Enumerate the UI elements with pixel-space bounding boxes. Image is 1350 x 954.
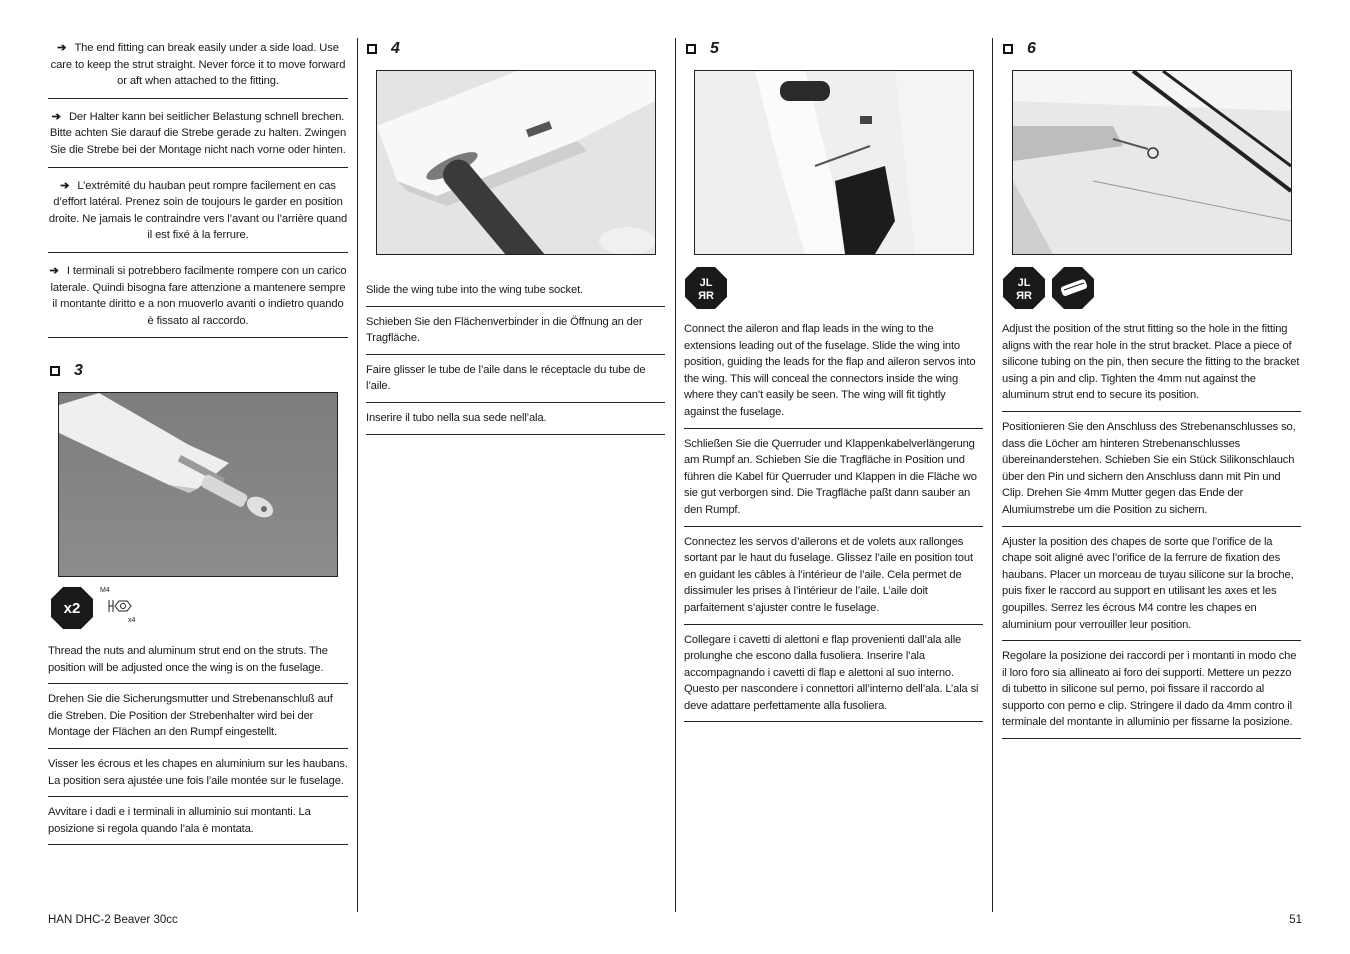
strut-illustration — [59, 393, 337, 576]
step-6-text — [1002, 321, 1301, 746]
arrow-icon: ➔ — [51, 110, 61, 123]
step-3-text — [48, 643, 348, 852]
wing-tube-illustration — [377, 71, 655, 254]
dual-rates-icon — [1002, 266, 1046, 315]
silicone-tubing-icon — [1051, 266, 1095, 315]
step-heading: 3 — [50, 362, 83, 380]
arrow-icon: ➔ — [57, 42, 67, 54]
svg-text:JL: JL — [1017, 277, 1031, 289]
warning-note: ➔ Der Halter kann bei seitlicher Belastung schnell brechen. Bitte achten Sie darauf die Strebe gerade zu halten. Zwingen Sie die Strebe bei der Montage nicht nach vorne oder hinten. — [48, 107, 348, 168]
instruction-de: Schieben Sie den Flächenverbinder in die Öffnung an der Tragfläche. — [366, 314, 665, 355]
instruction-en: Thread the nuts and aluminum strut end on the struts. The position will be adjusted once the wing is on the fuselage. — [48, 643, 348, 684]
checkbox-icon[interactable] — [1003, 44, 1013, 54]
warning-note: ➔ L’extrémité du hauban peut rompre facilement en cas d’effort latéral. Prenez soin de toujours le garder en position droite. Ne jamais le contraindre vers l’avant ou l’arrière quand il est fixé à la ferrure. — [48, 176, 348, 253]
instruction-fr: Faire glisser le tube de l’aile dans le réceptacle du tube de l’aile. — [366, 362, 665, 403]
page-number: 51 — [1289, 914, 1302, 926]
instruction-fr: Connectez les servos d’ailerons et de volets aux rallonges sortant par le haut du fuselage. Glissez l’aile en position tout en guidant les câbles à l’intérieur de l’aile. Cela permet de dissimuler les prises à l’intérieur de l’aile. L’aile doit parfaitement s’ajuster contre le fuselage. — [684, 534, 983, 625]
checkbox-icon[interactable] — [686, 44, 696, 54]
step-5-text — [684, 321, 983, 729]
checkbox-icon[interactable] — [50, 366, 60, 376]
instruction-en: Adjust the position of the strut fitting so the hole in the fitting aligns with the rear hole in the strut bracket. Place a piece of silicone tubing on the pin, then secure the fitting to the bracket using a pin and clip. Tighten the 4mm nut against the aluminum strut end to secure its position. — [1002, 321, 1301, 412]
instruction-de: Positionieren Sie den Anschluss des Strebenanschlusses so, dass die Löcher am hinteren Strebenanschlusses übereinanderstehen. Schieben Sie ein Stück Silikonschlauch über den Pin und sichern den Anschluss dann mit Pin und Clip. Drehen Sie 4mm Mutter gegen das Ende der Alumiumstrebe um die Position zu sichern. — [1002, 419, 1301, 527]
instruction-it: Inserire il tubo nella sua sede nell’ala. — [366, 410, 665, 435]
hardware-badges — [50, 586, 94, 635]
column-divider — [992, 38, 993, 912]
footer-title: HAN DHC-2 Beaver 30cc — [48, 914, 178, 926]
instruction-fr: Ajuster la position des chapes de sorte que l’orifice de la chape soit aligné avec l’orifice de la ferrure de fixation des haubans. Placer un morceau de tuyau silicone sur la broche, puis fixer le raccord au support en utilisant les axes et les goupilles. Serrez les écrous M4 contre les chapes en aluminium pour verrouiller leur position. — [1002, 534, 1301, 642]
dual-rates-icon — [684, 266, 728, 315]
step-4-text — [366, 282, 665, 442]
badge-label: x2 — [63, 600, 81, 617]
instruction-de: Schließen Sie die Querruder und Klappenkabelverlängerung am Rumpf an. Schieben Sie die Tragfläche in Position und führen die Kabel für Querruder und Klappen in die Fläche wo sie gut verborgen sind. Die Tragfläche paßt dann sauber an den Rumpf. — [684, 436, 983, 527]
quantity-octagon-icon — [50, 586, 94, 630]
arrow-icon: ➔ — [49, 264, 59, 277]
step-heading: 6 — [1003, 40, 1036, 58]
checkbox-icon[interactable] — [367, 44, 377, 54]
column-divider — [675, 38, 676, 912]
arrow-icon: ➔ — [60, 179, 70, 192]
instruction-it: Avvitare i dadi e i terminali in alluminio sui montanti. La posizione si regola quando l’ala è montata. — [48, 804, 348, 845]
instruction-it: Collegare i cavetti di alettoni e flap provenienti dall’ala alle prolunghe che escono dalla fusoliera. Inserire l’ala accompagnando i cavetti di flap e alettoni al suo interno. Questo per nascondere i connettori all’interno dell’ala. L’ala si deve adattare perfettamente alla fusoliera. — [684, 632, 983, 723]
column-divider — [357, 38, 358, 912]
warning-note: ➔ The end fitting can break easily under a side load. Use care to keep the strut straight. Never force it to move forward or aft when attached to the fitting. — [48, 38, 348, 99]
photo-strut-end — [58, 392, 338, 577]
step-heading: 4 — [367, 40, 400, 58]
photo-wing-leads — [694, 70, 974, 255]
step-heading: 5 — [686, 40, 719, 58]
photo-wing-tube — [376, 70, 656, 255]
svg-text:ЯR: ЯR — [698, 290, 714, 302]
warning-note: ➔ I terminali si potrebbero facilmente rompere con un carico laterale. Quindi bisogna fare attenzione a mantenere sempre il montante diritto e a non muoverlo avanti o indietro quando è fissato al raccordo. — [48, 261, 348, 338]
column-1 — [48, 38, 348, 346]
instruction-it: Regolare la posizione dei raccordi per i montanti in modo che il loro foro sia allineato ai foro dei supporti. Mettere un pezzo di tubetto in silicone sul perno, poi fissare il raccordo al supporto con perno e clip. Stringere il dado da 4mm contro il terminale del montante in alluminio per fissarne la posizione. — [1002, 648, 1301, 739]
svg-text:JL: JL — [699, 277, 713, 289]
instruction-fr: Visser les écrous et les chapes en aluminium sur les haubans. La position sera ajustée une fois l’aile montée sur le fuselage. — [48, 756, 348, 797]
svg-text:ЯR: ЯR — [1016, 290, 1032, 302]
hardware-size-label: M4 — [100, 587, 110, 594]
hardware-qty-label: x4 — [128, 617, 136, 624]
photo-strut-bracket — [1012, 70, 1292, 255]
instruction-de: Drehen Sie die Sicherungsmutter und Strebenanschluß auf die Streben. Die Position der Strebenhalter wird bei der Montage der Flächen an den Rumpf eingestellt. — [48, 691, 348, 749]
wing-leads-illustration — [695, 71, 973, 254]
instruction-en: Slide the wing tube into the wing tube socket. — [366, 282, 665, 307]
nut-icon — [108, 598, 134, 614]
instruction-en: Connect the aileron and flap leads in the wing to the extensions leading out of the fuselage. Slide the wing into position, guiding the leads for the flap and aileron servos into the wing. This will conceal the connectors inside the wing where they can’t easily be seen. The wing will fit tightly against the fuselage. — [684, 321, 983, 429]
strut-bracket-illustration — [1013, 71, 1291, 254]
